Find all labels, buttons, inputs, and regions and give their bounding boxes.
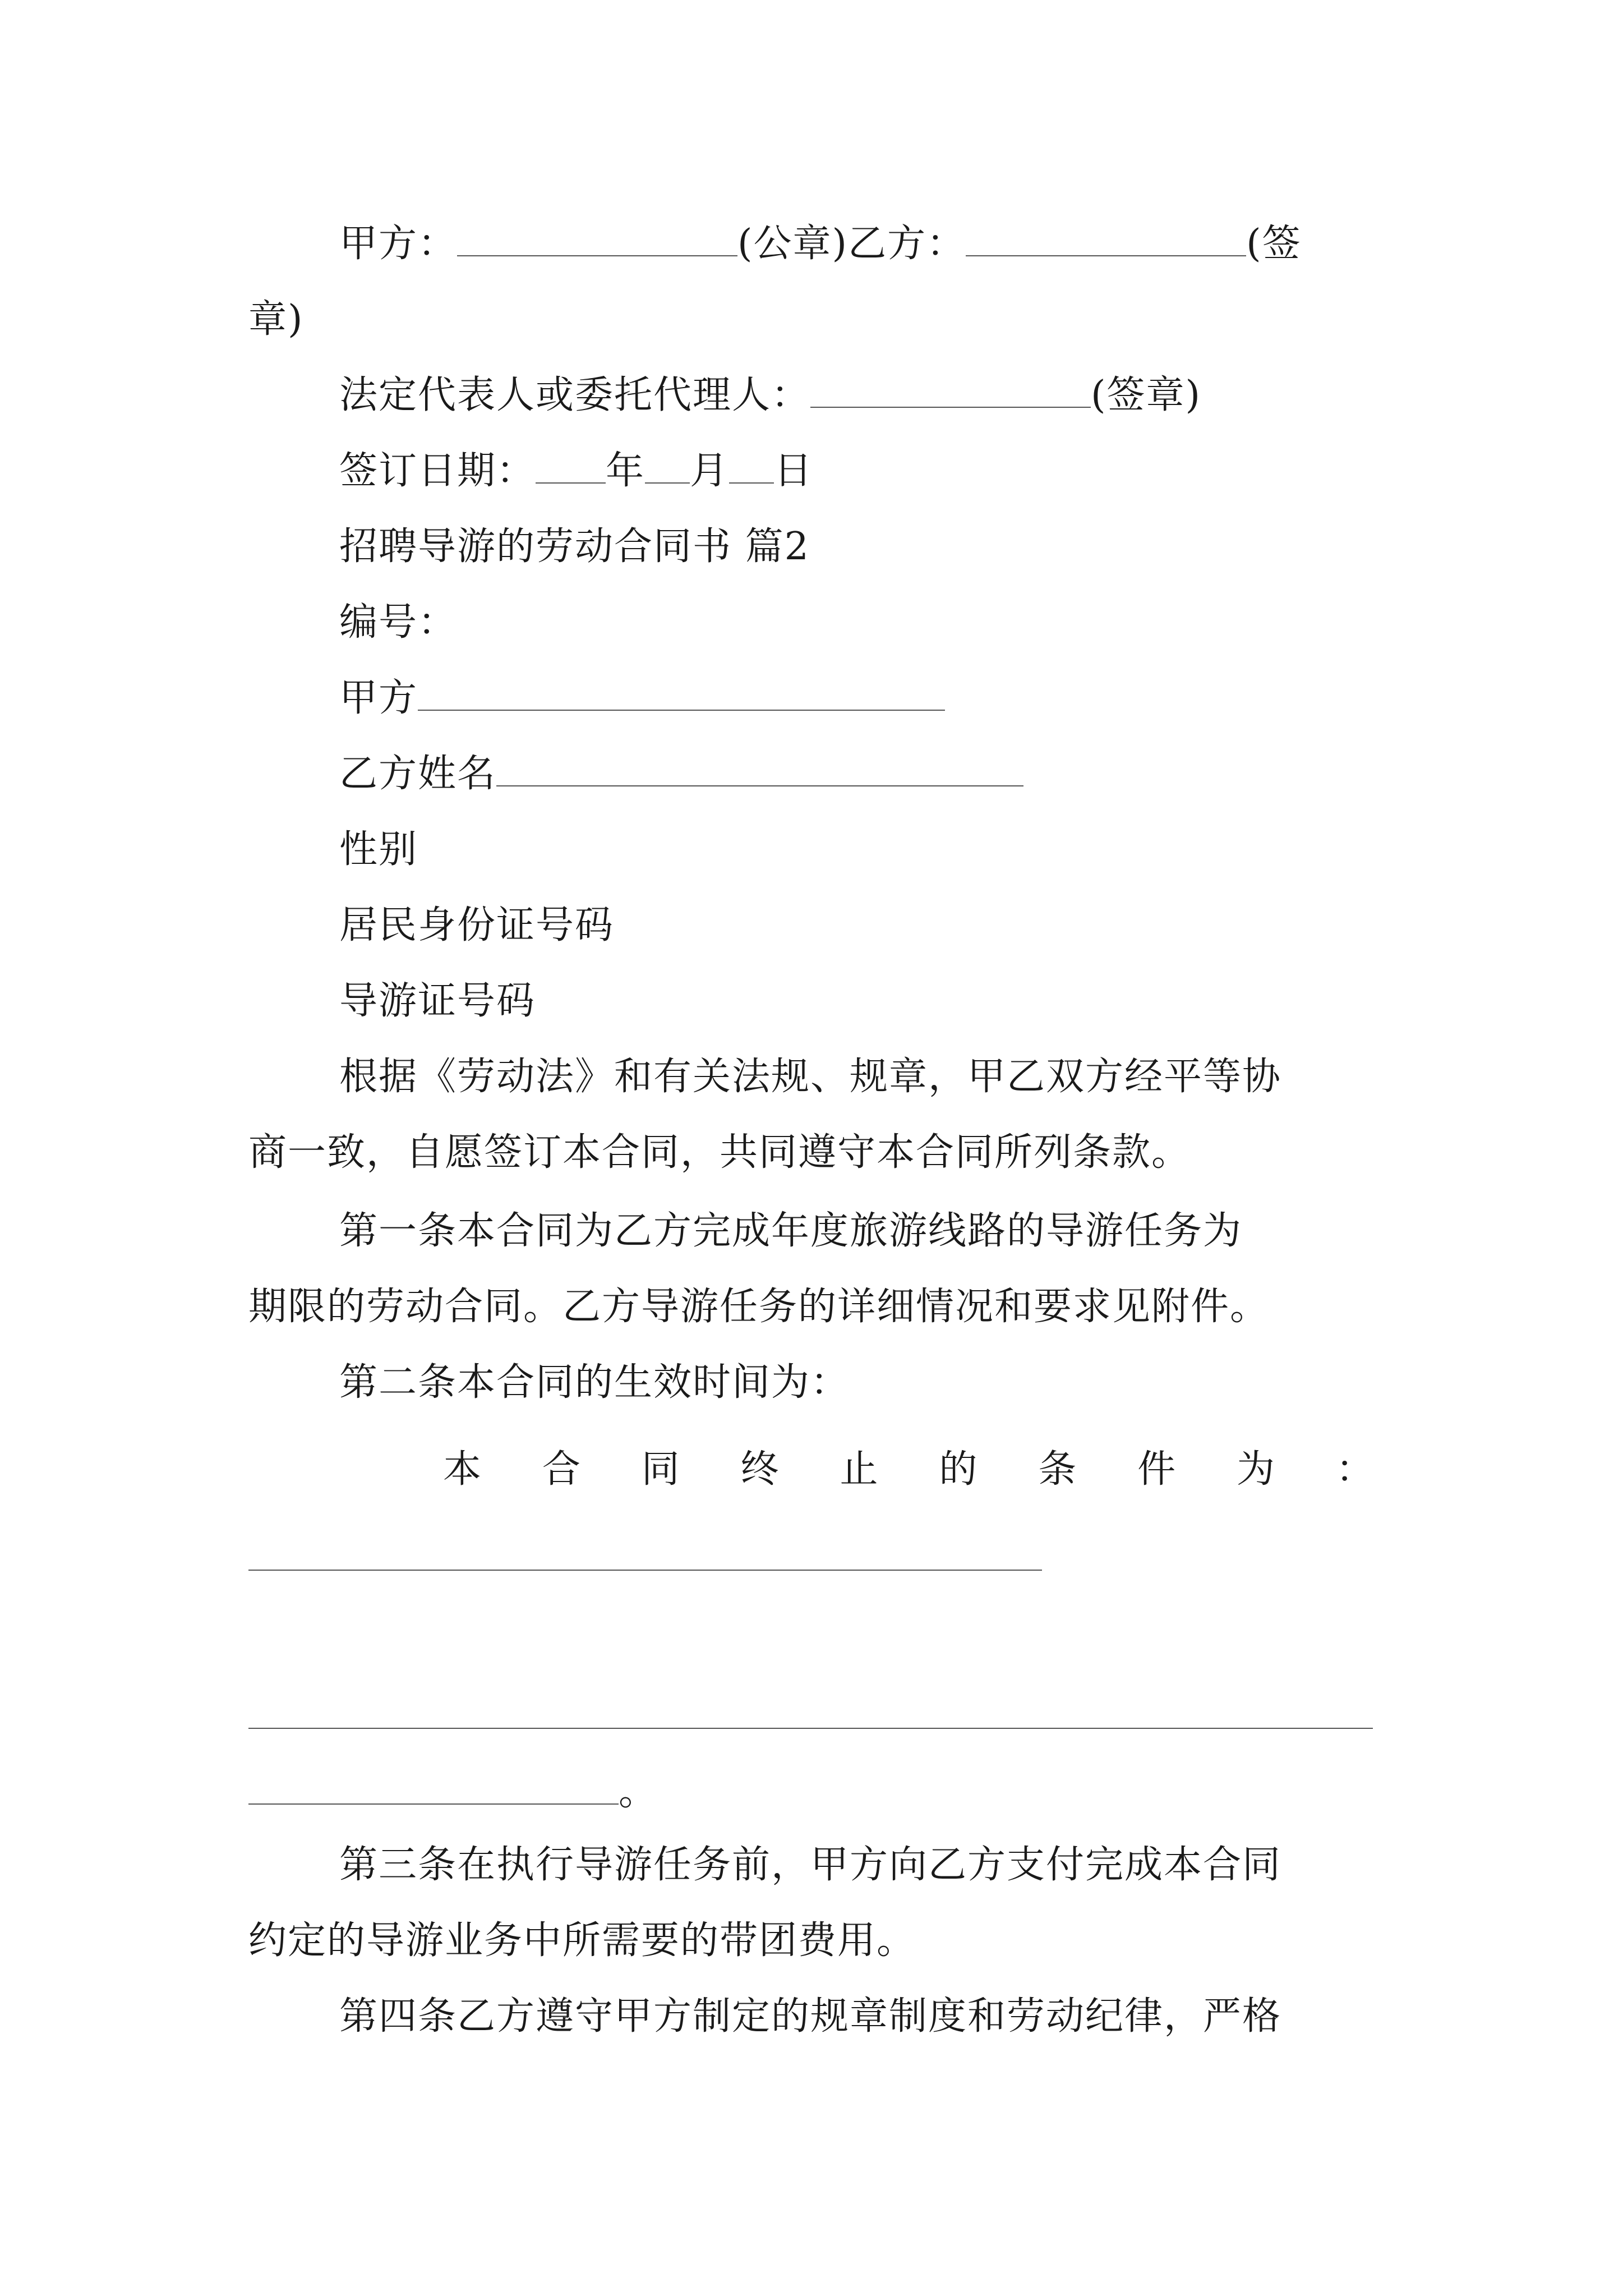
- representative-blank: [810, 372, 1091, 408]
- day-blank: [729, 448, 774, 484]
- month-label: 月: [690, 449, 730, 493]
- month-blank: [645, 448, 690, 484]
- signing-date-line: [339, 446, 813, 496]
- party-b-name-blank: [496, 751, 1023, 786]
- party-b-name-line: [339, 749, 1023, 799]
- signing-date-label: 签订日期：: [339, 449, 536, 493]
- article-3-line-1: 第三条在执行导游任务前，甲方向乙方支付完成本合同: [339, 1843, 1282, 1887]
- termination-char: 同: [641, 1447, 680, 1492]
- fill-in-rule: [248, 1728, 1373, 1729]
- termination-char: 件: [1137, 1447, 1176, 1492]
- year-label: 年: [606, 449, 645, 493]
- termination-char: 止: [840, 1447, 878, 1492]
- termination-char: 的: [939, 1447, 978, 1492]
- section-title: 招聘导游的劳动合同书 篇2: [339, 524, 810, 569]
- party-a-name-label: 甲方: [339, 676, 418, 720]
- representative-sign-label: (签章): [1091, 373, 1202, 417]
- representative-label: 法定代表人或委托代理人：: [339, 373, 811, 417]
- representative-line: [339, 370, 1201, 421]
- article-2-line: 第二条本合同的生效时间为：: [339, 1360, 850, 1405]
- termination-char: 本: [443, 1447, 482, 1492]
- fill-in-blank: [248, 1769, 619, 1805]
- fill-in-end-line: [248, 1767, 658, 1818]
- article-4-line-1: 第四条乙方遵守甲方制定的规章制度和劳动纪律，严格: [339, 1994, 1282, 2039]
- party-b-name-label: 乙方姓名: [339, 752, 497, 796]
- period: 。: [619, 1770, 658, 1814]
- article-1-line-1: 第一条本合同为乙方完成年度旅游线路的导游任务为: [339, 1209, 1243, 1253]
- termination-char: 合: [542, 1447, 580, 1492]
- guide-cert-label: 导游证号码: [339, 979, 536, 1023]
- party-a-label: 甲方：: [339, 222, 458, 266]
- signature-line-party-a: [339, 219, 1302, 269]
- seal-party-b-label: (公章)乙方：: [737, 222, 966, 266]
- termination-char: 终: [740, 1447, 779, 1492]
- signature-line-cont: 章): [248, 297, 304, 342]
- termination-char: ：: [1335, 1447, 1374, 1492]
- sign-open-label: (签: [1246, 222, 1302, 266]
- fill-in-rule: [248, 1570, 1042, 1571]
- article-3-line-2: 约定的导游业务中所需要的带团费用。: [248, 1918, 916, 1963]
- party-a-blank: [457, 220, 737, 256]
- intro-paragraph-line-1: 根据《劳动法》和有关法规、规章，甲乙双方经平等协: [339, 1055, 1282, 1099]
- party-a-line: [339, 673, 945, 724]
- article-1-line-2: 期限的劳动合同。乙方导游任务的详细情况和要求见附件。: [248, 1285, 1270, 1329]
- termination-char: 为: [1237, 1447, 1275, 1492]
- id-number-label: 居民身份证号码: [339, 903, 615, 947]
- year-blank: [536, 448, 606, 484]
- intro-paragraph-line-2: 商一致，自愿签订本合同，共同遵守本合同所列条款。: [248, 1130, 1191, 1175]
- party-a-name-blank: [418, 675, 945, 711]
- party-b-blank: [966, 220, 1246, 256]
- gender-label: 性别: [339, 827, 418, 872]
- termination-line: [443, 1444, 1374, 1495]
- termination-char: 条: [1038, 1447, 1077, 1492]
- day-label: 日: [774, 449, 814, 493]
- number-label: 编号：: [339, 600, 458, 645]
